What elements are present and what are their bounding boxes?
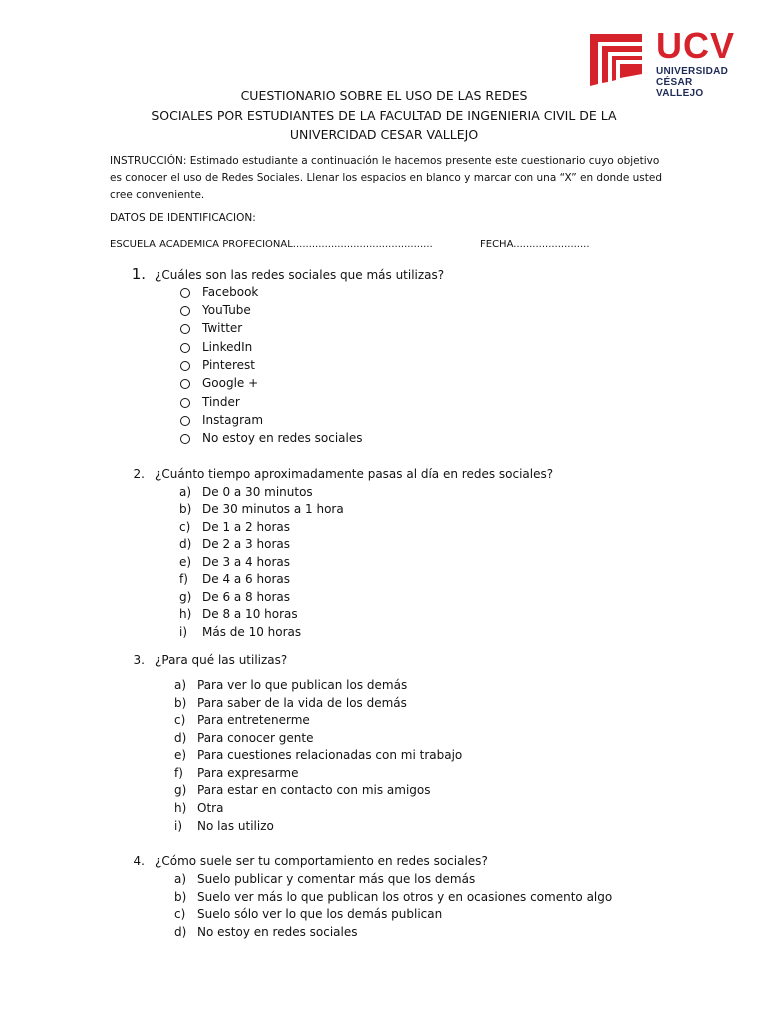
logo-line1: UNIVERSIDAD <box>656 66 729 77</box>
identification-heading: DATOS DE IDENTIFICACION: <box>110 212 256 224</box>
option-label: Pinterest <box>202 358 256 372</box>
radio-circle-icon[interactable] <box>180 343 190 353</box>
option-letter: g) <box>174 783 187 797</box>
option-label[interactable]: De 0 a 30 minutos <box>202 485 313 499</box>
option-letter: a) <box>179 485 192 499</box>
option-letter: i) <box>174 819 183 833</box>
option-label: Google + <box>202 376 259 390</box>
option-label: LinkedIn <box>202 340 253 354</box>
option-letter: d) <box>174 731 187 745</box>
option-label[interactable]: Suelo ver más lo que publican los otros y en ocasiones comento algo <box>197 890 613 904</box>
option-label[interactable]: De 4 a 6 horas <box>202 572 290 586</box>
radio-circle-icon[interactable] <box>180 288 190 298</box>
option-label[interactable]: Para ver lo que publican los demás <box>197 678 408 692</box>
option-label: Facebook <box>202 285 259 299</box>
option-label[interactable]: Para entretenerme <box>197 713 310 727</box>
radio-circle-icon[interactable] <box>180 361 190 371</box>
option-label[interactable]: Para cuestiones relacionadas con mi trabajo <box>197 748 463 762</box>
option-letter: b) <box>174 890 187 904</box>
option-letter: a) <box>174 678 187 692</box>
option-label[interactable]: No estoy en redes sociales <box>197 925 358 939</box>
option-letter: f) <box>174 766 183 780</box>
option-label[interactable]: Más de 10 horas <box>202 625 302 639</box>
option-letter: h) <box>179 607 192 621</box>
radio-circle-icon[interactable] <box>180 306 190 316</box>
date-field[interactable]: FECHA........................ <box>480 239 590 250</box>
option-label[interactable]: Para estar en contacto con mis amigos <box>197 783 431 797</box>
title-line2: SOCIALES POR ESTUDIANTES DE LA FACULTAD DE INGENIERIA CIVIL DE LA <box>151 108 617 123</box>
option-label[interactable]: No las utilizo <box>197 819 274 833</box>
option-label: Tinder <box>202 395 240 409</box>
radio-circle-icon[interactable] <box>180 379 190 389</box>
logo-line2: CÉSAR VALLEJO <box>656 77 704 99</box>
option-letter: d) <box>179 537 192 551</box>
option-letter: d) <box>174 925 187 939</box>
option-label[interactable]: Para saber de la vida de los demás <box>197 696 407 710</box>
option-label[interactable]: Suelo publicar y comentar más que los demás <box>197 872 476 886</box>
university-logo <box>586 25 736 99</box>
option-letter: c) <box>174 713 186 727</box>
option-letter: c) <box>174 907 186 921</box>
option-label[interactable]: De 1 a 2 horas <box>202 520 290 534</box>
option-label[interactable]: Suelo sólo ver lo que los demás publican <box>197 907 443 921</box>
option-letter: e) <box>179 555 192 569</box>
option-letter: b) <box>179 502 192 516</box>
question-text: ¿Para qué las utilizas? <box>155 653 288 667</box>
option-label: Instagram <box>202 413 264 427</box>
ucv-emblem-icon <box>586 30 648 90</box>
radio-circle-icon[interactable] <box>180 416 190 426</box>
option-letter: i) <box>179 625 188 639</box>
option-label: Twitter <box>202 321 243 335</box>
option-label[interactable]: De 2 a 3 horas <box>202 537 290 551</box>
radio-circle-icon[interactable] <box>180 398 190 408</box>
radio-circle-icon[interactable] <box>180 434 190 444</box>
question-number: 3. <box>133 653 145 667</box>
option-label: No estoy en redes sociales <box>202 431 363 445</box>
option-label[interactable]: De 6 a 8 horas <box>202 590 290 604</box>
option-letter: g) <box>179 590 192 604</box>
question-text: ¿Cuánto tiempo aproximadamente pasas al día en redes sociales? <box>155 467 554 481</box>
school-field[interactable]: ESCUELA ACADEMICA PROFECIONAL............................................ <box>110 239 433 250</box>
option-letter: h) <box>174 801 187 815</box>
radio-circle-icon[interactable] <box>180 324 190 334</box>
title-line1: CUESTIONARIO SOBRE EL USO DE LAS REDES <box>240 88 528 103</box>
question-number: 1. <box>131 265 146 283</box>
question-text: ¿Cómo suele ser tu comportamiento en redes sociales? <box>155 854 488 868</box>
title-line3: UNIVERCIDAD CESAR VALLEJO <box>289 127 479 142</box>
option-label[interactable]: Para expresarme <box>197 766 299 780</box>
instruction-text: INSTRUCCIÓN: Estimado estudiante a continuación le hacemos presente este cuestionario cuyo objetivo es conocer el uso de Redes Sociales. Llenar los espacios en blanco y marcar con una “X” en donde usted cree conveniente. <box>110 155 663 201</box>
option-label: YouTube <box>202 303 251 317</box>
option-letter: b) <box>174 696 187 710</box>
logo-abbr: UCV <box>656 25 736 66</box>
option-label[interactable]: De 30 minutos a 1 hora <box>202 502 344 516</box>
option-letter: f) <box>179 572 188 586</box>
question-number: 4. <box>133 854 145 868</box>
option-letter: e) <box>174 748 187 762</box>
question-number: 2. <box>133 467 145 481</box>
option-label[interactable]: Para conocer gente <box>197 731 314 745</box>
option-label[interactable]: Otra <box>197 801 224 815</box>
option-letter: a) <box>174 872 187 886</box>
question-text: ¿Cuáles son las redes sociales que más utilizas? <box>155 268 445 282</box>
option-label[interactable]: De 8 a 10 horas <box>202 607 298 621</box>
option-letter: c) <box>179 520 191 534</box>
option-label[interactable]: De 3 a 4 horas <box>202 555 290 569</box>
